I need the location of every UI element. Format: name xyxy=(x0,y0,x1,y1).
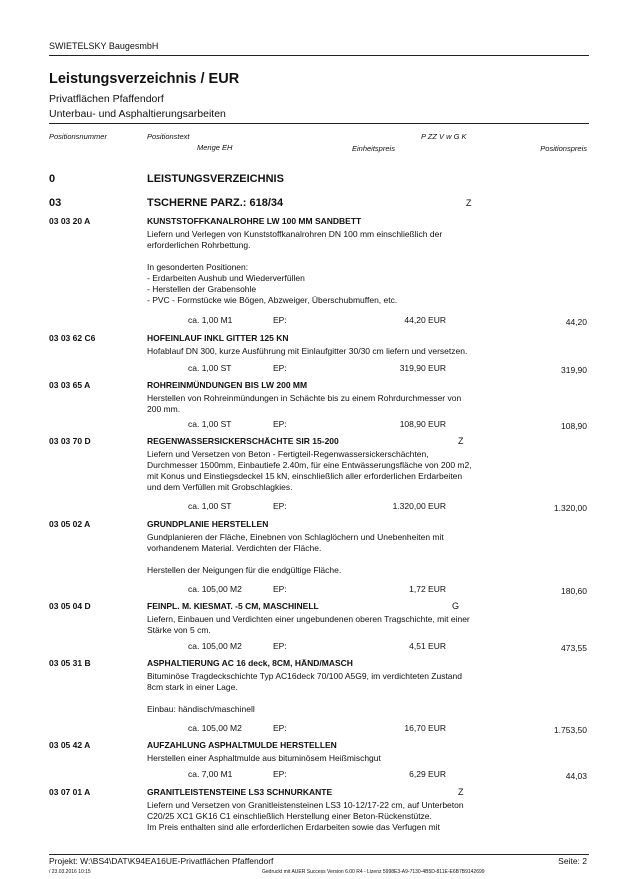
company-name: SWIETELSKY BaugesmbH xyxy=(49,41,159,51)
position-text-line: mit Konus und Einstiegsdeckel 15 kN, einschließlich aller erforderlichen Erdarbeiten xyxy=(147,471,463,481)
position-text-line: Herstellen einer Asphaltmulde aus bituminösem Heißmischgut xyxy=(147,753,381,763)
col-header-einheitspreis: Einheitspreis xyxy=(352,144,395,153)
position-title: ROHREINMÜNDUNGEN BIS LW 200 MM xyxy=(147,380,308,390)
position-ep-label: EP: xyxy=(273,723,287,733)
position-ep-label: EP: xyxy=(273,419,287,429)
footer-page: Seite: 2 xyxy=(558,856,587,866)
position-text-line: Hofablauf DN 300, kurze Ausführung mit Einlaufgitter 30/30 cm liefern und versetzen. xyxy=(147,346,468,356)
position-text-line: Liefern und Versetzen von Granitleistensteinen LS3 10-12/17-22 cm, auf Unterbeton xyxy=(147,800,464,810)
position-mark: G xyxy=(452,601,460,611)
level1-number: 03 xyxy=(49,197,62,209)
position-total: 108,90 xyxy=(561,421,587,431)
position-unit-price: 1,72 EUR xyxy=(409,584,446,594)
position-text-line: - Erdarbeiten Aushub und Wiederverfüllen xyxy=(147,273,305,283)
col-header-positionsnummer: Positionsnummer xyxy=(49,132,107,141)
position-total: 1.320,00 xyxy=(553,503,587,513)
position-number: 03 07 01 A xyxy=(49,787,91,797)
position-text-line: - Herstellen der Grabensohle xyxy=(147,284,257,294)
col-header-codes: P ZZ V w G K xyxy=(421,132,467,141)
top-rule xyxy=(49,55,589,56)
position-unit-price: 4,51 EUR xyxy=(409,641,446,651)
position-number: 03 05 31 B xyxy=(49,658,91,668)
position-text-line: und dem Verfüllen mit Grobschlagkies. xyxy=(147,482,293,492)
position-quantity: ca. 105,00 M2 xyxy=(188,723,242,733)
position-unit-price: 1.320,00 EUR xyxy=(392,501,446,511)
position-ep-label: EP: xyxy=(273,641,287,651)
position-total: 1.753,50 xyxy=(553,725,587,735)
position-text-line: - PVC - Formstücke wie Bögen, Abzweiger, Überschubmuffen, etc. xyxy=(147,295,398,305)
position-ep-label: EP: xyxy=(273,584,287,594)
position-mark: Z xyxy=(458,787,464,797)
level0-number: 0 xyxy=(49,173,56,185)
position-text-line: Gundplanieren der Fläche, Einebnen von Schlaglöchern und Unebenheiten mit xyxy=(147,532,444,542)
position-quantity: ca. 1,00 ST xyxy=(188,501,232,511)
position-number: 03 03 70 D xyxy=(49,436,91,446)
level1-mark: Z xyxy=(466,198,472,208)
footer-rule xyxy=(49,854,589,855)
position-text-line: erforderlichen Rohrbettung. xyxy=(147,240,251,250)
position-text-line: 200 mm. xyxy=(147,404,181,414)
position-quantity: ca. 1,00 M1 xyxy=(188,315,233,325)
position-ep-label: EP: xyxy=(273,501,287,511)
position-ep-label: EP: xyxy=(273,315,287,325)
position-title: KUNSTSTOFFKANALROHRE LW 100 MM SANDBETT xyxy=(147,216,362,226)
position-text-line: Liefern, Einbauen und Verdichten einer ungebundenen oberen Tragschichte, mit einer xyxy=(147,614,470,624)
position-unit-price: 6,29 EUR xyxy=(409,769,446,779)
position-text-line: Herstellen von Rohreinmündungen in Schächte bis zu einem Rohrdurchmesser von xyxy=(147,393,462,403)
position-unit-price: 108,90 EUR xyxy=(399,419,446,429)
position-text-line: Bituminöse Tragdeckschichte Typ AC16deck 70/100 A5G9, im verdichteten Zustand xyxy=(147,671,462,681)
position-text-line: Im Preis enthalten sind alle erforderlichen Erdarbeiten sowie das Verfugen mit xyxy=(147,822,440,832)
project-subtitle: Privatflächen Pfaffendorf xyxy=(49,93,164,105)
level1-title: TSCHERNE PARZ.: 618/34 xyxy=(147,197,284,209)
position-ep-label: EP: xyxy=(273,363,287,373)
footer-date: / 23.03.2016 10:15 xyxy=(49,869,91,875)
footer-project: Projekt: W:\BS4\DAT\K94EA16UE-Privatflächen Pfaffendorf xyxy=(49,856,274,866)
position-number: 03 03 20 A xyxy=(49,216,91,226)
position-number: 03 05 42 A xyxy=(49,740,91,750)
position-text-line: Liefern und Verlegen von Kunststoffkanalrohren DN 100 mm einschließlich der xyxy=(147,229,443,239)
document-title: Leistungsverzeichnis / EUR xyxy=(49,71,240,87)
position-text-line: vorhandenem Material. Verdichten der Fläche. xyxy=(147,543,322,553)
position-title: AUFZAHLUNG ASPHALTMULDE HERSTELLEN xyxy=(147,740,337,750)
position-title: GRUNDPLANIE HERSTELLEN xyxy=(147,519,269,529)
position-number: 03 05 02 A xyxy=(49,519,91,529)
position-number: 03 03 62 C6 xyxy=(49,333,96,343)
position-unit-price: 44,20 EUR xyxy=(404,315,446,325)
position-total: 473,55 xyxy=(561,643,587,653)
position-text-line: Durchmesser 1500mm, Einbautiefe 2.40m, für eine Entwässerungsfläche von 200 m2, xyxy=(147,460,472,470)
position-title: HOFEINLAUF INKL GITTER 125 KN xyxy=(147,333,289,343)
position-title: ASPHALTIERUNG AC 16 deck, 8CM, HÄND/MASCH xyxy=(147,658,353,668)
position-text-line: In gesonderten Positionen: xyxy=(147,262,249,272)
position-quantity: ca. 105,00 M2 xyxy=(188,584,242,594)
position-total: 44,20 xyxy=(565,317,587,327)
position-text-line: Einbau: händisch/maschinell xyxy=(147,704,255,714)
col-header-positionstext: Positionstext xyxy=(147,132,190,141)
position-title: FEINPL. M. KIESMAT. -5 CM, MASCHINELL xyxy=(147,601,319,611)
position-mark: Z xyxy=(458,436,464,446)
position-title: GRANITLEISTENSTEINE LS3 SCHNURKANTE xyxy=(147,787,333,797)
position-text-line: Liefern und Versetzen von Beton - Fertigteil-Regenwassersickerschächten, xyxy=(147,449,429,459)
position-total: 319,90 xyxy=(561,365,587,375)
position-quantity: ca. 1,00 ST xyxy=(188,419,232,429)
position-number: 03 05 04 D xyxy=(49,601,91,611)
position-text-line: C20/25 XC1 GK16 C1 einschließlich Herstellung einer Beton-Rückenstütze. xyxy=(147,811,432,821)
position-unit-price: 16,70 EUR xyxy=(404,723,446,733)
position-quantity: ca. 105,00 M2 xyxy=(188,641,242,651)
level0-title: LEISTUNGSVERZEICHNIS xyxy=(147,173,284,185)
position-text-line: 8cm stark in einer Lage. xyxy=(147,682,238,692)
position-total: 180,60 xyxy=(561,586,587,596)
position-text-line: Stärke von 5 cm. xyxy=(147,625,211,635)
position-total: 44,03 xyxy=(565,771,587,781)
title-rule xyxy=(49,123,589,124)
col-header-menge-eh: Menge EH xyxy=(197,143,233,152)
position-quantity: ca. 7,00 M1 xyxy=(188,769,233,779)
position-title: REGENWASSERSICKERSCHÄCHTE SIR 15-200 xyxy=(147,436,339,446)
work-subtitle: Unterbau- und Asphaltierungsarbeiten xyxy=(49,108,226,120)
position-number: 03 03 65 A xyxy=(49,380,91,390)
position-text-line: Herstellen der Neigungen für die endgültige Fläche. xyxy=(147,565,342,575)
footer-printed: Gedruckt mit AUER Success Version 6.00 R4 - Lizenz 5998E3-A9-7130-4B5D-811E-E6B7B9142699 xyxy=(262,869,485,875)
col-header-positionspreis: Positionspreis xyxy=(540,144,587,153)
position-unit-price: 319,90 EUR xyxy=(399,363,446,373)
position-quantity: ca. 1,00 ST xyxy=(188,363,232,373)
position-ep-label: EP: xyxy=(273,769,287,779)
